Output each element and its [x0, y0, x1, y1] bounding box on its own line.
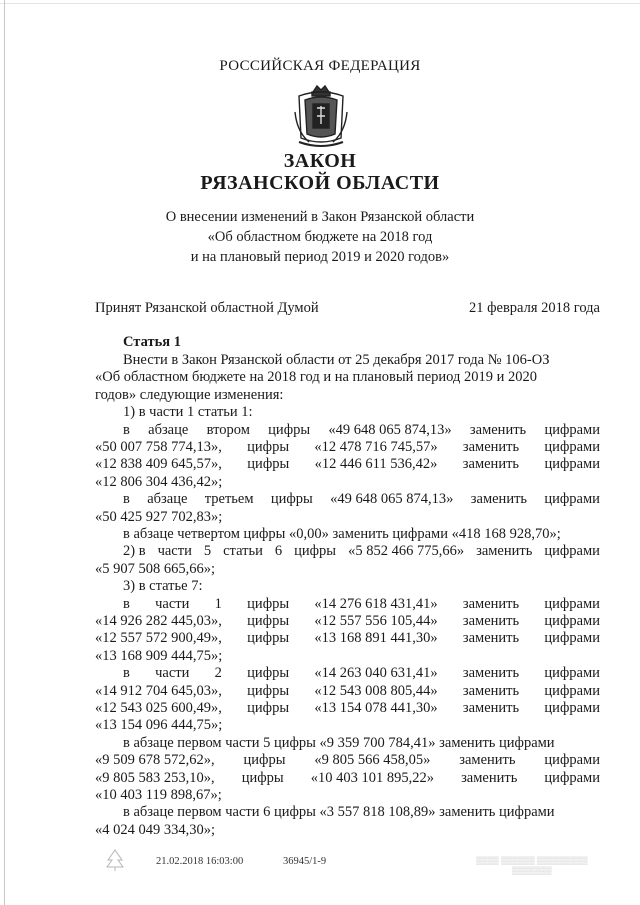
body-line — [95, 716, 600, 734]
body-text: «4 024 049 334,30»; — [95, 821, 216, 838]
body-text: цифрами — [544, 630, 600, 647]
body-text: цифры — [270, 491, 313, 508]
body-text: части — [155, 665, 190, 682]
adopted-by: Принят Рязанской областной Думой — [95, 300, 319, 316]
body-text: «12 557 572 900,49», — [95, 630, 222, 647]
body-text: заменить — [476, 543, 533, 560]
body-text: «12 557 556 105,44» — [314, 613, 438, 629]
body-text: «5 852 466 775,66» — [348, 543, 465, 560]
body-text: статьи — [223, 543, 263, 560]
body-text: цифры — [294, 543, 337, 560]
body-text: «10 403 119 898,67»; — [95, 787, 222, 803]
body-text: втором — [206, 421, 250, 438]
body-text: в — [123, 421, 130, 438]
body-text: цифры — [247, 595, 290, 612]
body-line — [123, 595, 600, 613]
body-text: в — [123, 491, 130, 508]
body-text: части — [157, 543, 192, 560]
body-text: цифрами — [544, 613, 600, 629]
body-text: «12 543 025 600,49», — [95, 700, 222, 716]
country-name: РОССИЙСКАЯ ФЕДЕРАЦИЯ — [219, 58, 421, 74]
body-text: заменить — [462, 682, 520, 699]
body-text: 6 — [274, 543, 283, 560]
body-text: заменить — [461, 769, 518, 786]
body-line — [95, 508, 600, 526]
body-line — [95, 438, 600, 456]
body-text: Внести в Закон Рязанской области от 25 декабря 2017 года № 106-ОЗ — [123, 352, 550, 368]
adoption-line — [95, 300, 600, 317]
law-subtitle-line2: «Об областном бюджете на 2018 год — [207, 229, 433, 245]
body-line — [123, 542, 600, 560]
body-text: заменить — [470, 491, 528, 508]
body-text: «12 543 008 805,44» — [314, 682, 438, 699]
body-text: цифры — [247, 613, 290, 629]
body-text: цифры — [243, 752, 286, 769]
body-text: «12 838 409 645,57», — [95, 456, 222, 473]
body-text: «13 168 891 441,30» — [314, 630, 438, 647]
body-line — [95, 769, 600, 787]
body-text: 3) в статье 7: — [123, 578, 203, 595]
body-line — [123, 403, 600, 421]
body-line — [123, 734, 600, 752]
scan-left-edge — [4, 0, 5, 905]
body-text: цифрами — [544, 682, 600, 699]
body-text: «10 403 101 895,22» — [310, 769, 434, 786]
body-line — [123, 525, 600, 543]
body-text: заменить — [462, 613, 520, 629]
body-text: третьем — [204, 491, 254, 508]
body-text: заменить — [462, 700, 520, 716]
body-text: цифрами — [544, 700, 600, 716]
body-text: «13 154 078 441,30» — [314, 700, 438, 716]
body-text: заменить — [459, 752, 516, 769]
body-text: «50 425 927 702,83»; — [95, 508, 223, 525]
body-line — [95, 647, 600, 665]
body-text: 2 — [214, 665, 222, 682]
body-text: «13 168 909 444,75»; — [95, 647, 223, 664]
body-text: «13 154 096 444,75»; — [95, 717, 223, 734]
body-text: «49 648 065 874,13» — [328, 421, 452, 438]
body-line — [95, 682, 600, 700]
body-line — [95, 786, 600, 804]
body-line — [95, 368, 600, 386]
law-title-line2: РЯЗАНСКОЙ ОБЛАСТИ — [200, 172, 440, 194]
body-text: абзаце — [148, 421, 189, 438]
body-text: в абзаце четвертом цифры «0,00» заменить цифрами «418 168 928,70»; — [123, 526, 561, 542]
body-text: цифрами — [544, 595, 600, 612]
body-line — [123, 351, 600, 369]
body-text: «9 509 678 572,62», — [95, 752, 215, 769]
body-text: «14 912 704 645,03», — [95, 682, 222, 699]
body-line — [95, 699, 600, 717]
body-text: «49 648 065 874,13» — [330, 491, 454, 508]
body-text: «14 276 618 431,41» — [314, 595, 438, 612]
body-line — [95, 821, 600, 839]
body-text: «5 907 508 665,66»; — [95, 560, 216, 577]
body-text: цифры — [247, 439, 290, 455]
body-line — [95, 455, 600, 473]
body-text: «50 007 758 774,13», — [95, 439, 222, 455]
scan-top-edge — [0, 3, 640, 4]
law-subtitle-line3: и на плановый период 2019 и 2020 годов» — [190, 249, 450, 265]
body-line — [123, 490, 600, 508]
body-text: цифры — [247, 700, 290, 716]
watermark-tree-icon — [104, 848, 126, 872]
body-text: цифрами — [544, 439, 600, 455]
body-text: цифры — [241, 769, 284, 786]
body-text: «12 478 716 745,57» — [314, 439, 438, 455]
body-text: цифрами — [544, 769, 600, 786]
body-text: цифрами — [544, 421, 600, 438]
footer-doc-number: 36945/1-9 — [283, 856, 327, 867]
body-text: заменить — [462, 439, 520, 455]
body-text: в абзаце первом части 6 цифры «3 557 818 108,89» заменить цифрами — [123, 804, 555, 821]
body-text: заменить — [462, 665, 520, 682]
body-line — [95, 560, 600, 578]
body-line — [123, 664, 600, 682]
body-text: заменить — [462, 630, 520, 647]
body-text: части — [155, 595, 190, 612]
body-text: в — [123, 595, 130, 612]
body-text: абзаце — [147, 491, 188, 508]
body-text: цифрами — [544, 543, 600, 560]
body-text: «9 805 583 253,10», — [95, 769, 215, 786]
body-text: заменить — [469, 421, 527, 438]
body-text: цифрами — [544, 665, 600, 682]
body-line — [95, 612, 600, 630]
body-text: годов» следующие изменения: — [95, 386, 284, 403]
body-text: цифры — [247, 665, 290, 682]
body-line — [123, 421, 600, 439]
article-heading: Статья 1 — [123, 334, 181, 350]
body-text: в абзаце первом части 5 цифры «9 359 700 784,41» заменить цифрами — [123, 734, 555, 751]
body-text: цифрами — [544, 456, 600, 473]
law-subtitle-line1: О внесении изменений в Закон Рязанской области — [165, 209, 475, 225]
body-text: «12 446 611 536,42» — [314, 456, 438, 473]
body-text: заменить — [462, 456, 520, 473]
body-text: цифрами — [544, 491, 600, 508]
body-text: цифры — [247, 682, 290, 699]
body-text: заменить — [462, 595, 520, 612]
body-text: «14 926 282 445,03», — [95, 613, 222, 629]
adoption-date: 21 февраля 2018 года — [468, 300, 600, 316]
body-text: «14 263 040 631,41» — [314, 665, 438, 682]
footer-timestamp: 21.02.2018 16:03:00 — [156, 856, 244, 867]
body-text: «12 806 304 436,42»; — [95, 473, 223, 490]
body-text: «Об областном бюджете на 2018 год и на плановый период 2019 и 2020 — [95, 369, 538, 386]
body-text: цифры — [247, 456, 290, 473]
body-text: 5 — [203, 543, 212, 560]
body-line — [95, 629, 600, 647]
faint-stamp-watermark: ▒▒▒▒ ▒▒▒▒▒▒ ▒▒▒▒▒▒▒▒▒ ▒▒▒▒▒▒▒ — [476, 856, 588, 875]
body-line — [95, 751, 600, 769]
law-title-line1: ЗАКОН — [283, 150, 357, 172]
body-text: цифрами — [544, 752, 600, 769]
body-text: 2) в — [123, 543, 146, 560]
body-line — [95, 386, 600, 404]
body-text: 1) в части 1 статьи 1: — [123, 404, 253, 421]
coat-of-arms-icon — [291, 82, 351, 148]
body-text: в — [123, 665, 130, 682]
body-text: «9 805 566 458,05» — [314, 752, 431, 769]
body-line — [95, 473, 600, 491]
body-text: цифры — [247, 630, 290, 647]
body-line — [123, 803, 600, 821]
body-text: цифры — [268, 421, 311, 438]
body-line — [123, 577, 600, 595]
body-text: 1 — [214, 595, 222, 612]
